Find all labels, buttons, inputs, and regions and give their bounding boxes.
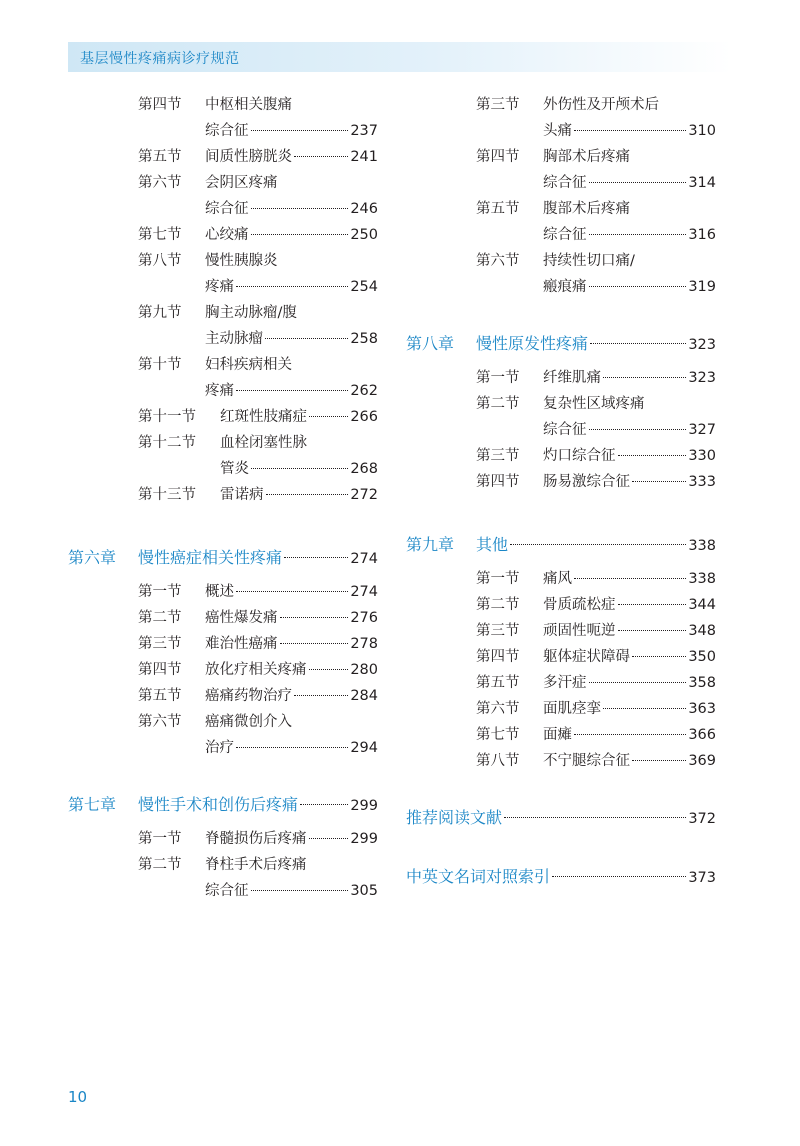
section-page: 246 (350, 201, 378, 217)
section-title-line (205, 683, 378, 709)
running-header-bar (68, 42, 732, 72)
section-number: 第二节 (476, 597, 520, 613)
toc-section (406, 566, 716, 592)
section-page: 250 (350, 227, 378, 243)
dot-leader (251, 890, 349, 891)
toc-section (68, 300, 378, 352)
section-page: 241 (350, 149, 378, 165)
section-title-line (205, 709, 378, 735)
section-number: 第十节 (138, 357, 182, 373)
section-title-line (543, 248, 716, 274)
section-title: 癌痛药物治疗 (205, 688, 292, 704)
section-title-line (543, 566, 716, 592)
section-title: 综合征 (543, 175, 587, 191)
dot-leader (294, 695, 348, 696)
section-page: 330 (688, 448, 716, 464)
section-gap (68, 508, 378, 544)
section-page: 284 (350, 688, 378, 704)
section-title: 治疗 (205, 740, 234, 756)
section-title-line (205, 274, 378, 300)
dot-leader (589, 182, 687, 183)
section-page: 254 (350, 279, 378, 295)
section-title-line (543, 722, 716, 748)
chapter-number: 第六章 (68, 548, 117, 567)
toc-section (406, 696, 716, 722)
section-number: 第七节 (138, 227, 182, 243)
section-title-line (205, 852, 378, 878)
toc-section (68, 579, 378, 605)
dot-leader (236, 747, 348, 748)
section-title-line (205, 326, 378, 352)
dot-leader (574, 578, 686, 579)
dot-leader (618, 455, 687, 456)
page-number: 10 (68, 1088, 88, 1106)
dot-leader (309, 669, 349, 670)
dot-leader (590, 343, 686, 344)
section-page: 274 (350, 584, 378, 600)
toc-section (406, 748, 716, 774)
toc-chapter (406, 804, 716, 833)
chapter-title: 推荐阅读文献 (406, 808, 503, 827)
section-page: 348 (688, 623, 716, 639)
section-page: 280 (350, 662, 378, 678)
section-page: 366 (688, 727, 716, 743)
section-number: 第一节 (138, 584, 182, 600)
section-title-line (205, 579, 378, 605)
dot-leader (280, 617, 349, 618)
dot-leader (603, 708, 686, 709)
section-title-line (543, 92, 716, 118)
section-title-line (205, 657, 378, 683)
section-page: 268 (350, 461, 378, 477)
section-title: 头痛 (543, 123, 572, 139)
section-number: 第一节 (476, 370, 520, 386)
dot-leader (632, 656, 686, 657)
section-number: 第六节 (138, 175, 182, 191)
dot-leader (300, 804, 348, 805)
toc-section (68, 852, 378, 904)
section-number: 第二节 (138, 610, 182, 626)
section-page: 333 (688, 474, 716, 490)
section-title-line (205, 196, 378, 222)
book-title: 基层慢性疼痛病诊疗规范 (80, 51, 240, 67)
dot-leader (309, 838, 349, 839)
chapter-title: 慢性手术和创伤后疼痛 (138, 795, 299, 814)
section-number: 第三节 (138, 636, 182, 652)
section-number: 第八节 (138, 253, 182, 269)
section-number: 第五节 (138, 688, 182, 704)
section-number: 第四节 (138, 97, 182, 113)
section-gap (406, 833, 716, 863)
section-page: 338 (688, 571, 716, 587)
toc-section (406, 469, 716, 495)
section-title: 概述 (205, 584, 234, 600)
section-title: 躯体症状障碍 (543, 649, 630, 665)
section-title: 复杂性区域疼痛 (543, 396, 645, 412)
section-page: 272 (350, 487, 378, 503)
section-title: 综合征 (205, 883, 249, 899)
chapter-page: 338 (688, 538, 716, 554)
section-page: 262 (350, 383, 378, 399)
dot-leader (603, 377, 686, 378)
section-number: 第六节 (138, 714, 182, 730)
toc-section (406, 391, 716, 443)
dot-leader (618, 604, 687, 605)
section-title-line (543, 274, 716, 300)
section-title: 持续性切口痛/ (543, 253, 635, 269)
dot-leader (284, 557, 348, 558)
toc-section (68, 404, 378, 430)
section-title-line (205, 170, 378, 196)
section-title-line (205, 631, 378, 657)
dot-leader (574, 130, 686, 131)
section-title-line (543, 443, 716, 469)
section-title: 肠易激综合征 (543, 474, 630, 490)
section-title-line (543, 592, 716, 618)
dot-leader (589, 682, 687, 683)
section-title-line (543, 696, 716, 722)
section-page: 294 (350, 740, 378, 756)
toc-section (68, 826, 378, 852)
section-page: 314 (688, 175, 716, 191)
section-gap (68, 761, 378, 791)
section-number: 第五节 (138, 149, 182, 165)
toc-section (68, 430, 378, 482)
section-title: 不宁腿综合征 (543, 753, 630, 769)
section-title-line (543, 618, 716, 644)
section-page: 266 (350, 409, 378, 425)
section-title: 脊髓损伤后疼痛 (205, 831, 307, 847)
section-title: 综合征 (205, 123, 249, 139)
section-title-line (543, 670, 716, 696)
chapter-title: 慢性原发性疼痛 (476, 334, 589, 353)
chapter-number: 第九章 (406, 535, 455, 554)
section-number: 第六节 (476, 253, 520, 269)
section-number: 第四节 (476, 474, 520, 490)
section-gap (406, 495, 716, 531)
dot-leader (251, 130, 349, 131)
section-title-line (205, 222, 378, 248)
section-number: 第四节 (138, 662, 182, 678)
section-title: 面瘫 (543, 727, 572, 743)
section-page: 276 (350, 610, 378, 626)
section-title-line (205, 735, 378, 761)
section-page: 237 (350, 123, 378, 139)
toc-section (68, 605, 378, 631)
section-page: 369 (688, 753, 716, 769)
toc-section (406, 443, 716, 469)
section-title-line (205, 144, 378, 170)
toc-section (406, 618, 716, 644)
section-title: 纤维肌痛 (543, 370, 601, 386)
dot-leader (280, 643, 349, 644)
toc-section (68, 683, 378, 709)
section-number: 第三节 (476, 97, 520, 113)
section-page: 350 (688, 649, 716, 665)
section-title: 难治性癌痛 (205, 636, 278, 652)
section-page: 319 (688, 279, 716, 295)
section-title: 癌性爆发痛 (205, 610, 278, 626)
dot-leader (294, 156, 348, 157)
toc-section (68, 631, 378, 657)
chapter-page: 372 (688, 811, 716, 827)
section-title-line (543, 170, 716, 196)
chapter-number: 第八章 (406, 334, 455, 353)
toc-section (68, 170, 378, 222)
section-title: 胸部术后疼痛 (543, 149, 630, 165)
dot-leader (574, 734, 686, 735)
toc-section (68, 657, 378, 683)
section-title: 管炎 (220, 461, 249, 477)
dot-leader (236, 390, 348, 391)
toc-section (68, 709, 378, 761)
section-title-line (205, 118, 378, 144)
section-title: 综合征 (543, 227, 587, 243)
section-title-line (205, 92, 378, 118)
section-number: 第五节 (476, 201, 520, 217)
toc-chapter (406, 330, 716, 359)
section-page: 358 (688, 675, 716, 691)
section-title: 疼痛 (205, 279, 234, 295)
toc-section (68, 352, 378, 404)
section-page: 258 (350, 331, 378, 347)
section-title: 多汗症 (543, 675, 587, 691)
toc-section (406, 92, 716, 144)
section-title-line (543, 144, 716, 170)
section-number: 第三节 (476, 448, 520, 464)
section-page: 305 (350, 883, 378, 899)
section-number: 第一节 (138, 831, 182, 847)
section-page: 310 (688, 123, 716, 139)
dot-leader (504, 817, 686, 818)
toc-chapter (406, 863, 716, 892)
section-title: 会阴区疼痛 (205, 175, 278, 191)
toc-section (406, 365, 716, 391)
section-number: 第四节 (476, 149, 520, 165)
section-title-line (543, 417, 716, 443)
toc-right-column (406, 92, 716, 892)
section-page: 278 (350, 636, 378, 652)
section-title: 中枢相关腹痛 (205, 97, 292, 113)
section-number: 第七节 (476, 727, 520, 743)
section-number: 第五节 (476, 675, 520, 691)
toc-section (406, 144, 716, 196)
dot-leader (552, 876, 686, 877)
section-page: 323 (688, 370, 716, 386)
section-page: 344 (688, 597, 716, 613)
toc-chapter (406, 531, 716, 560)
section-title-line (205, 300, 378, 326)
section-title: 癌痛微创介入 (205, 714, 292, 730)
section-number: 第十一节 (138, 409, 196, 425)
chapter-page: 274 (350, 551, 378, 567)
section-number: 第一节 (476, 571, 520, 587)
toc-section (68, 222, 378, 248)
toc-section (406, 670, 716, 696)
section-title: 外伤性及开颅术后 (543, 97, 659, 113)
chapter-title: 其他 (476, 535, 509, 554)
section-title-line (205, 378, 378, 404)
section-title: 慢性胰腺炎 (205, 253, 278, 269)
dot-leader (251, 234, 349, 235)
section-title: 综合征 (543, 422, 587, 438)
section-gap (406, 300, 716, 330)
section-title-line (543, 391, 716, 417)
toc-section (406, 592, 716, 618)
section-title-line (205, 826, 378, 852)
section-title-line (543, 222, 716, 248)
section-title: 心绞痛 (205, 227, 249, 243)
section-title: 胸主动脉瘤/腹 (205, 305, 297, 321)
section-title-line (543, 748, 716, 774)
toc-section (68, 482, 378, 508)
section-title: 瘢痕痛 (543, 279, 587, 295)
toc-left-column (68, 92, 378, 904)
toc-chapter (68, 544, 378, 573)
section-number: 第九节 (138, 305, 182, 321)
section-number: 第三节 (476, 623, 520, 639)
dot-leader (251, 208, 349, 209)
dot-leader (589, 429, 687, 430)
dot-leader (266, 494, 349, 495)
section-number: 第六节 (476, 701, 520, 717)
toc-section (68, 144, 378, 170)
section-title-line (543, 644, 716, 670)
toc-section (68, 248, 378, 300)
section-title-line (205, 352, 378, 378)
section-number: 第二节 (476, 396, 520, 412)
section-title-line (543, 469, 716, 495)
section-number: 第四节 (476, 649, 520, 665)
section-page: 299 (350, 831, 378, 847)
section-title: 血栓闭塞性脉 (220, 435, 307, 451)
section-title: 红斑性肢痛症 (220, 409, 307, 425)
toc-section (406, 248, 716, 300)
dot-leader (589, 286, 687, 287)
section-page: 327 (688, 422, 716, 438)
section-title-line (220, 430, 378, 456)
section-gap (406, 774, 716, 804)
section-page: 316 (688, 227, 716, 243)
section-title-line (220, 482, 378, 508)
section-title: 综合征 (205, 201, 249, 217)
section-title: 灼口综合征 (543, 448, 616, 464)
dot-leader (251, 468, 348, 469)
section-title-line (543, 365, 716, 391)
section-title-line (543, 118, 716, 144)
section-title: 顽固性呃逆 (543, 623, 616, 639)
chapter-page: 373 (688, 870, 716, 886)
section-title-line (205, 878, 378, 904)
section-title: 雷诺病 (220, 487, 264, 503)
dot-leader (632, 760, 686, 761)
dot-leader (236, 286, 348, 287)
chapter-title: 中英文名词对照索引 (406, 867, 551, 886)
chapter-title: 慢性癌症相关性疼痛 (138, 548, 283, 567)
section-title-line (205, 605, 378, 631)
section-title-line (220, 404, 378, 430)
toc-section (406, 722, 716, 748)
chapter-number: 第七章 (68, 795, 117, 814)
toc-section (406, 644, 716, 670)
section-title: 腹部术后疼痛 (543, 201, 630, 217)
dot-leader (236, 591, 348, 592)
section-page: 363 (688, 701, 716, 717)
dot-leader (265, 338, 348, 339)
dot-leader (589, 234, 687, 235)
section-title: 妇科疾病相关 (205, 357, 292, 373)
section-title-line (220, 456, 378, 482)
dot-leader (632, 481, 686, 482)
section-number: 第十三节 (138, 487, 196, 503)
section-title-line (543, 196, 716, 222)
toc-section (68, 92, 378, 144)
toc-chapter (68, 791, 378, 820)
section-title: 疼痛 (205, 383, 234, 399)
section-title: 主动脉瘤 (205, 331, 263, 347)
section-title-line (205, 248, 378, 274)
chapter-page: 323 (688, 337, 716, 353)
dot-leader (309, 416, 348, 417)
dot-leader (618, 630, 687, 631)
dot-leader (510, 544, 686, 545)
section-title: 放化疗相关疼痛 (205, 662, 307, 678)
section-title: 脊柱手术后疼痛 (205, 857, 307, 873)
section-number: 第八节 (476, 753, 520, 769)
section-title: 痛风 (543, 571, 572, 587)
section-title: 骨质疏松症 (543, 597, 616, 613)
chapter-page: 299 (350, 798, 378, 814)
section-number: 第十二节 (138, 435, 196, 451)
section-title: 间质性膀胱炎 (205, 149, 292, 165)
toc-section (406, 196, 716, 248)
section-number: 第二节 (138, 857, 182, 873)
section-title: 面肌痉挛 (543, 701, 601, 717)
